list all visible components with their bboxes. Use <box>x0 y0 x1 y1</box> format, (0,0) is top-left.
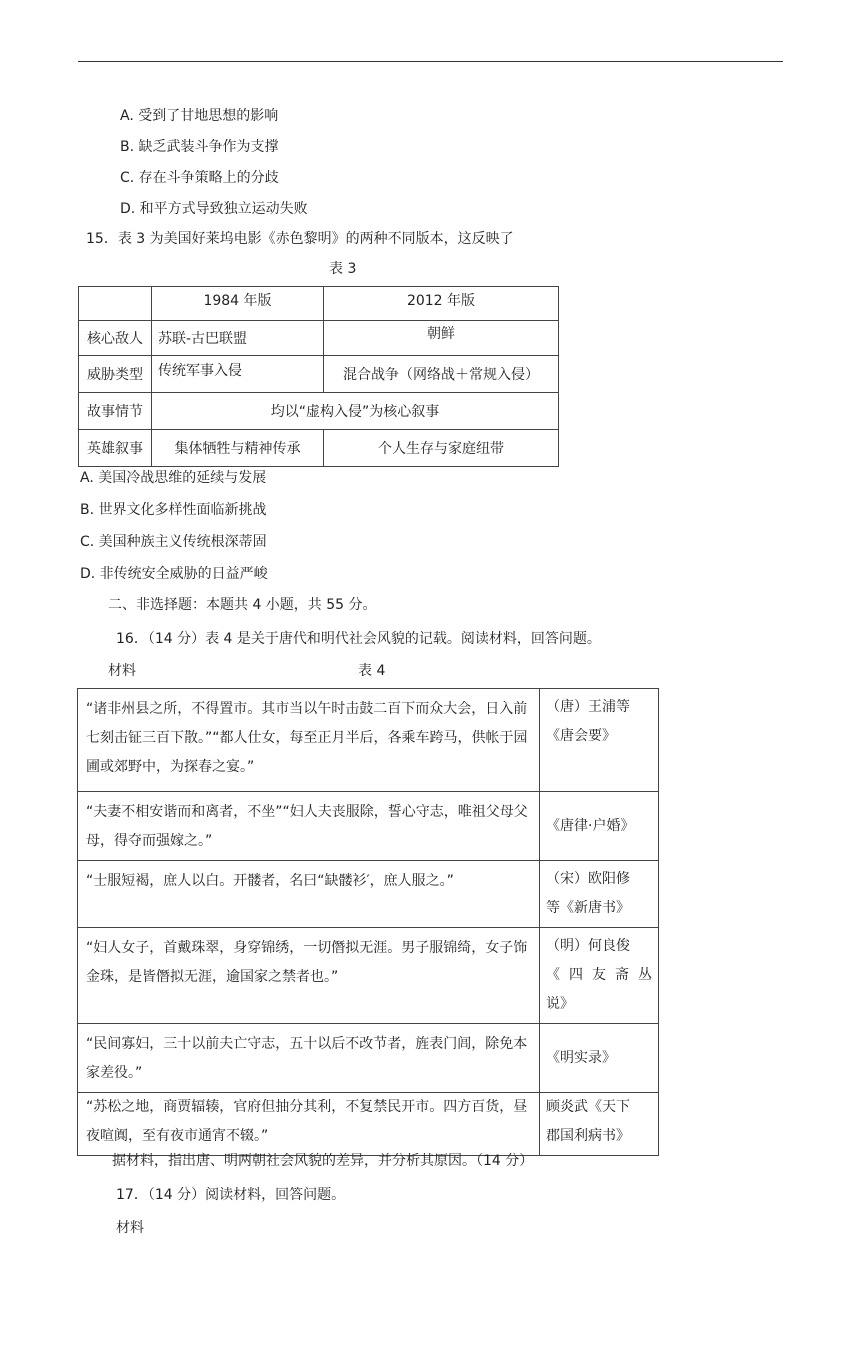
q16-source-line: （唐）王浦等 <box>546 699 630 715</box>
q15-option-d: D. 非传统安全威胁的日益严峻 <box>80 566 268 582</box>
q16-source-line: 说》 <box>546 996 574 1012</box>
q17-stem: 17．（14 分）阅读材料，回答问题。 <box>116 1187 346 1203</box>
section-heading: 二、非选择题：本题共 4 小题，共 55 分。 <box>108 597 377 613</box>
q16-source <box>540 689 659 792</box>
q16-source-line: （明）何良俊 <box>546 938 630 954</box>
q16-question: 据材料，指出唐、明两朝社会风貌的差异，并分析其原因。（14 分） <box>112 1153 534 1169</box>
q16-source-line: 等《新唐书》 <box>546 900 630 916</box>
q16-table <box>77 688 659 1156</box>
q15-option-b: B. 世界文化多样性面临新挑战 <box>80 502 267 518</box>
header-rule <box>78 61 783 62</box>
q15-row-label: 威胁类型 <box>79 356 152 393</box>
q15-table <box>78 286 559 467</box>
q16-quote: “妇人女子，首戴珠翠，身穿锦绣，一切僭拟无涯。男子服锦绮，女子饰金珠，是皆僭拟无涯，逾国家之禁者也。” <box>78 928 540 1024</box>
q15-cell-2012: 朝鲜 <box>324 321 559 356</box>
q16-source-line: （宋）欧阳修 <box>546 871 630 887</box>
q16-source <box>540 792 659 861</box>
q14-option-b: B. 缺乏武装斗争作为支撑 <box>120 139 279 155</box>
q15-cell-1984: 传统军事入侵 <box>152 356 324 393</box>
q15-cell-2012: 个人生存与家庭纽带 <box>324 430 559 467</box>
q15-row-label: 英雄叙事 <box>79 430 152 467</box>
q16-source <box>540 861 659 928</box>
q16-source-line: 顾炎武《天下 <box>546 1099 630 1115</box>
q14-option-d: D. 和平方式导致独立运动失败 <box>120 201 308 217</box>
q17-material-label: 材料 <box>116 1220 144 1236</box>
q15-merged-cell: 均以“虚构入侵”为核心叙事 <box>152 393 559 430</box>
q15-cell-1984: 苏联-古巴联盟 <box>152 321 324 356</box>
q15-option-a: A. 美国冷战思维的延续与发展 <box>80 470 267 486</box>
q14-option-a: A. 受到了甘地思想的影响 <box>120 108 279 124</box>
q15-cell-2012: 混合战争（网络战＋常规入侵） <box>324 356 559 393</box>
q16-quote: “士服短褐，庶人以白。开髅者，名曰“缺髅衫′，庶人服之。” <box>78 861 540 928</box>
q15-header-2012: 2012 年版 <box>324 287 559 321</box>
q16-source <box>540 1093 659 1156</box>
q16-quote: “民间寡妇，三十以前夫亡守志，五十以后不改节者，旌表门闾，除免本家差役。” <box>78 1024 540 1093</box>
q16-source <box>540 1024 659 1093</box>
q15-header-1984: 1984 年版 <box>152 287 324 321</box>
q16-source-line: 《唐会要》 <box>546 728 616 744</box>
q16-source-line: 《四友斋丛 <box>546 967 652 983</box>
q15-stem: 15．表 3 为美国好莱坞电影《赤色黎明》的两种不同版本，这反映了 <box>86 231 514 247</box>
q16-table-title: 表 4 <box>358 663 386 679</box>
q16-source-line: 《明实录》 <box>546 1049 616 1066</box>
q16-source-line: 郡国利病书》 <box>546 1128 630 1144</box>
q16-source <box>540 928 659 1024</box>
q16-source-line: 《唐律·户婚》 <box>546 817 635 834</box>
q16-quote: “诸非州县之所，不得置市。其市当以午时击鼓二百下而众大会，日入前七刻击钲三百下散。”“都人仕女，每至正月半后，各乘车跨马，供帐于园圃或郊野中，为探春之宴。” <box>78 689 540 792</box>
q16-stem: 16．（14 分）表 4 是关于唐代和明代社会风貌的记载。阅读材料，回答问题。 <box>116 631 601 647</box>
q16-material-label: 材料 <box>108 663 136 679</box>
q15-table-title: 表 3 <box>329 261 357 277</box>
q15-row-label: 核心敌人 <box>79 321 152 356</box>
q15-option-c: C. 美国种族主义传统根深蒂固 <box>80 534 267 550</box>
q16-quote: “苏松之地，商贾辐辏，官府但抽分其利，不复禁民开市。四方百货，昼夜喧阗，至有夜市通宵不辍。” <box>78 1093 540 1156</box>
q14-option-c: C. 存在斗争策略上的分歧 <box>120 170 279 186</box>
q15-header-blank <box>79 287 152 321</box>
q15-row-label: 故事情节 <box>79 393 152 430</box>
q16-quote: “夫妻不相安谐而和离者，不坐”“妇人夫丧服除，誓心守志，唯祖父母父母，得夺而强嫁之。” <box>78 792 540 861</box>
q15-cell-1984: 集体牺牲与精神传承 <box>152 430 324 467</box>
